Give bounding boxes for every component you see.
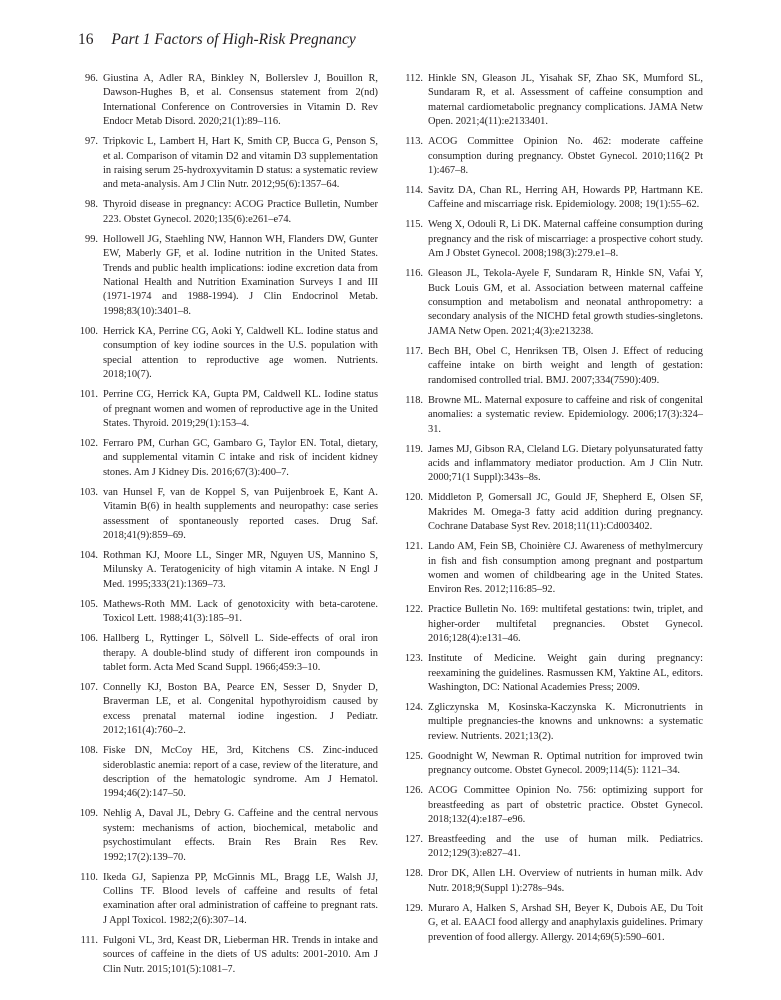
reference-item [78, 934, 378, 977]
reference-text: Bech BH, Obel C, Henriksen TB, Olsen J. Effect of reducing caffeine intake on birth weight and length of gestation: randomised controlled trial. BMJ. 2007;334(7590):409. [428, 345, 703, 386]
reference-text: Breastfeeding and the use of human milk. Pediatrics. 2012;129(3):e827–41. [428, 834, 703, 860]
reference-text: van Hunsel F, van de Koppel S, van Puijenbroek E, Kant A. Vitamin B(6) in health supplements and neuropathy: case series assessment of spontaneously reported cases. Drug Saf. 2018;41(9):859–69. [103, 486, 378, 541]
reference-item [78, 486, 378, 544]
reference-number: 107. [79, 681, 98, 693]
reference-number: 116. [405, 268, 423, 280]
reference-item [78, 388, 378, 431]
reference-item [403, 267, 703, 339]
reference-item [403, 394, 703, 437]
reference-item [78, 135, 378, 193]
reference-number: 111. [80, 934, 98, 946]
reference-number: 96. [85, 73, 98, 84]
reference-item [403, 491, 703, 534]
reference-item [403, 833, 703, 862]
reference-text: Thyroid disease in pregnancy: ACOG Practice Bulletin, Number 223. Obstet Gynecol. 2020;135(6):e261–e74. [103, 199, 378, 225]
reference-item [78, 681, 378, 739]
reference-number: 97. [85, 136, 98, 148]
reference-text: Fiske DN, McCoy HE, 3rd, Kitchens CS. Zinc-induced sideroblastic anemia: report of a case, review of the literature, and description of the hematologic syndrome. Am J Hematol. 1994;46(2):147–50. [103, 745, 378, 800]
reference-item [403, 750, 703, 779]
reference-item [403, 701, 703, 744]
reference-item [78, 744, 378, 802]
reference-item [403, 184, 703, 213]
reference-number: 120. [404, 492, 423, 504]
reference-number: 117. [405, 345, 423, 357]
reference-text: Ferraro PM, Curhan GC, Gambaro G, Taylor EN. Total, dietary, and supplemental vitamin C intake and risk of incident kidney stones. Am J Kidney Dis. 2016;67(3):400–7. [103, 437, 378, 478]
reference-item [78, 549, 378, 592]
reference-number: 128. [404, 868, 423, 880]
reference-text: Giustina A, Adler RA, Binkley N, Bollerslev J, Bouillon R, Dawson-Hughes B, et al. Consensus statement from 2(nd) International Conference on Controversies in Vitamin D. Rev Endocr Metab Disord. 2020;21(1):89–116. [103, 73, 378, 128]
reference-text: Zgliczynska M, Kosinska-Kaczynska K. Micronutrients in multiple pregnancies-the knowns and unknowns: a systematic review. Nutrients. 2021;13(2). [428, 701, 703, 742]
reference-text: ACOG Committee Opinion No. 462: moderate caffeine consumption during pregnancy. Obstet Gynecol. 2010;116(2 Pt 1):467–8. [428, 136, 703, 177]
reference-item [78, 325, 378, 383]
reference-text: Herrick KA, Perrine CG, Aoki Y, Caldwell KL. Iodine status and consumption of key iodine sources in the U.S. population with special attention to reproductive age women. Nutrients. 2018;10(7). [103, 325, 378, 381]
reference-text: Hollowell JG, Staehling NW, Hannon WH, Flanders DW, Gunter EW, Maberly GF, et al. Iodine nutrition in the United States. Trends and public health implications: iodine excretion data from National Health and Nutrition Examination Surveys I and III (1971-1974 and 1988-1994). J Clin Endocrinol Metab. 1998;83(10):3401–8. [103, 233, 378, 317]
references-column-right [403, 72, 703, 951]
reference-number: 129. [404, 902, 423, 914]
reference-item [78, 198, 378, 227]
reference-number: 105. [79, 598, 98, 610]
reference-text: Fulgoni VL, 3rd, Keast DR, Lieberman HR. Trends in intake and sources of caffeine in the diets of US adults: 2001-2010. Am J Clin Nutr. 2015;101(5):1081–7. [103, 934, 378, 975]
reference-number: 115. [405, 219, 423, 231]
reference-item [403, 603, 703, 646]
reference-item [78, 632, 378, 675]
reference-number: 118. [405, 394, 423, 406]
reference-item [78, 233, 378, 319]
reference-number: 125. [404, 750, 423, 762]
reference-number: 121. [404, 541, 423, 553]
reference-text: James MJ, Gibson RA, Cleland LG. Dietary polyunsaturated fatty acids and inflammatory mediator production. Am J Clin Nutr. 2000;71(1 Suppl):343s–8s. [428, 443, 703, 484]
reference-number: 103. [79, 486, 98, 498]
reference-number: 123. [404, 653, 423, 665]
reference-number: 113. [405, 136, 423, 148]
reference-item [403, 902, 703, 945]
reference-text: ACOG Committee Opinion No. 756: optimizing support for breastfeeding as part of obstetric practice. Obstet Gynecol. 2018;132(4):e187–e96. [428, 785, 703, 825]
reference-text: Lando AM, Fein SB, Choinière CJ. Awareness of methylmercury in fish and fish consumption among pregnant and postpartum women and women of childbearing age in the United States. Environ Res. 2012;116:85–92. [428, 541, 703, 596]
reference-number: 114. [405, 185, 423, 197]
reference-number: 102. [79, 437, 98, 449]
reference-text: Nehlig A, Daval JL, Debry G. Caffeine and the central nervous system: mechanisms of action, biochemical, metabolic and psychostimulant effects. Brain Res Brain Res Rev. 1992;17(2):139–70. [103, 808, 378, 863]
reference-item [403, 345, 703, 388]
page-number: 16 [78, 31, 94, 48]
reference-text: Institute of Medicine. Weight gain during pregnancy: reexamining the guidelines. Rasmussen KM, Yaktine AL, editors. Washington, DC: National Academies Press; 2009. [428, 653, 703, 693]
reference-text: Goodnight W, Newman R. Optimal nutrition for improved twin pregnancy outcome. Obstet Gynecol. 2009;114(5): 1121–34. [428, 750, 703, 777]
reference-text: Ikeda GJ, Sapienza PP, McGinnis ML, Bragg LE, Walsh JJ, Collins TF. Blood levels of caffeine and results of fetal examination after oral administration of caffeine to pregnant rats. J Appl Toxicol. 1982;2(6):307–14. [103, 871, 378, 926]
reference-text: Hallberg L, Ryttinger L, Sölvell L. Side-effects of oral iron therapy. A double-blind study of different iron compounds in tablet form. Acta Med Scand Suppl. 1966;459:3–10. [103, 633, 378, 673]
reference-number: 101. [79, 389, 98, 401]
reference-number: 124. [404, 701, 423, 713]
reference-text: Rothman KJ, Moore LL, Singer MR, Nguyen US, Mannino S, Milunsky A. Teratogenicity of high vitamin A intake. N Engl J Med. 1995;333(21):1369–73. [103, 549, 378, 590]
reference-item [403, 72, 703, 130]
reference-item [78, 807, 378, 865]
reference-number: 126. [404, 785, 423, 797]
running-title: Part 1 Factors of High-Risk Pregnancy [111, 31, 356, 48]
reference-text: Practice Bulletin No. 169: multifetal gestations: twin, triplet, and higher-order multifetal pregnancies. Obstet Gynecol. 2016;128(4):e131–46. [428, 604, 703, 645]
reference-number: 112. [405, 73, 423, 84]
reference-number: 127. [404, 834, 423, 845]
reference-text: Hinkle SN, Gleason JL, Yisahak SF, Zhao SK, Mumford SL, Sundaram R, et al. Assessment of caffeine consumption and maternal cardiometabolic pregnancy complications. JAMA Netw Open. 2021;4(11):e2133401. [428, 73, 703, 128]
reference-item [78, 72, 378, 130]
reference-text: Middleton P, Gomersall JC, Gould JF, Shepherd E, Olsen SF, Makrides M. Omega-3 fatty acid addition during pregnancy. Cochrane Database Syst Rev. 2018;11(11):Cd003402. [428, 492, 703, 533]
reference-number: 106. [79, 633, 98, 645]
reference-number: 100. [79, 325, 98, 337]
reference-text: Dror DK, Allen LH. Overview of nutrients in human milk. Adv Nutr. 2018;9(Suppl 1):278s–94s. [428, 868, 703, 894]
reference-item [403, 218, 703, 261]
reference-number: 109. [79, 808, 98, 820]
reference-number: 108. [79, 745, 98, 757]
reference-text: Browne ML. Maternal exposure to caffeine and risk of congenital anomalies: a systematic review. Epidemiology. 2006;17(3):324–31. [428, 394, 703, 435]
reference-text: Mathews-Roth MM. Lack of genotoxicity with beta-carotene. Toxicol Lett. 1988;41(3):185–91. [103, 598, 378, 625]
references-column-left [78, 72, 378, 983]
reference-number: 110. [80, 871, 98, 883]
reference-item [78, 437, 378, 480]
page-header [78, 30, 356, 50]
reference-item [403, 652, 703, 695]
reference-text: Muraro A, Halken S, Arshad SH, Beyer K, Dubois AE, Du Toit G, et al. EAACI food allergy and anaphylaxis guidelines. Primary prevention of food allergy. Allergy. 2014;69(5):590–601. [428, 902, 703, 943]
reference-number: 98. [85, 199, 98, 211]
reference-text: Connelly KJ, Boston BA, Pearce EN, Sesser D, Snyder D, Braverman LE, et al. Congenital hypothyroidism caused by excess prenatal maternal iodine ingestion. J Pediatr. 2012;161(4):760–2. [103, 681, 378, 737]
reference-item [403, 135, 703, 178]
reference-item [403, 443, 703, 486]
reference-item [78, 598, 378, 627]
reference-item [403, 540, 703, 598]
reference-item [403, 867, 703, 896]
reference-text: Gleason JL, Tekola-Ayele F, Sundaram R, Hinkle SN, Vafai Y, Buck Louis GM, et al. Association between maternal caffeine consumption and metabolism and neonatal anthropometry: a secondary analysis of the NICHD fetal growth studies-singletons. JAMA Netw Open. 2021;4(3):e213238. [428, 268, 703, 337]
reference-number: 119. [405, 443, 423, 455]
reference-number: 104. [79, 549, 98, 561]
reference-text: Savitz DA, Chan RL, Herring AH, Howards PP, Hartmann KE. Caffeine and miscarriage risk. Epidemiology. 2008; 19(1):55–62. [428, 185, 703, 211]
reference-item [78, 871, 378, 929]
reference-number: 122. [404, 604, 423, 616]
reference-text: Perrine CG, Herrick KA, Gupta PM, Caldwell KL. Iodine status of pregnant women and women of reproductive age in the United States. Thyroid. 2019;29(1):153–4. [103, 389, 378, 429]
reference-text: Weng X, Odouli R, Li DK. Maternal caffeine consumption during pregnancy and the risk of miscarriage: a prospective cohort study. Am J Obstet Gynecol. 2008;198(3):279.e1–8. [428, 219, 703, 260]
reference-number: 99. [85, 233, 98, 245]
reference-item [403, 784, 703, 827]
reference-text: Tripkovic L, Lambert H, Hart K, Smith CP, Bucca G, Penson S, et al. Comparison of vitamin D2 and vitamin D3 supplementation in raising serum 25-hydroxyvitamin D status: a systematic review and meta-analysis. Am J Clin Nutr. 2012;95(6):1357–64. [103, 136, 378, 191]
